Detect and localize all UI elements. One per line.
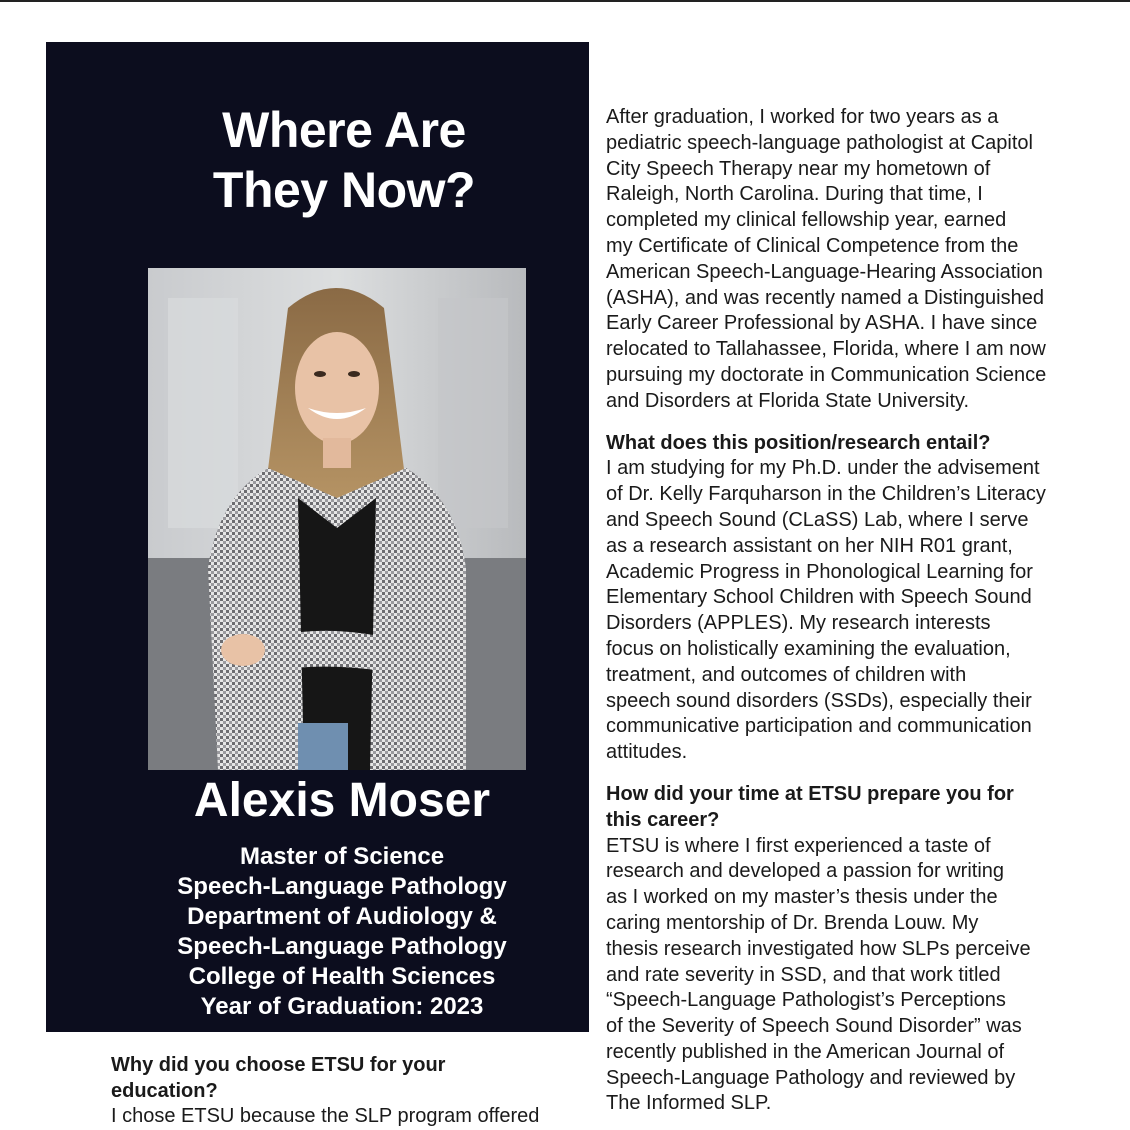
person-name: Alexis Moser <box>193 774 491 827</box>
credential-college: College of Health Sciences <box>188 963 496 990</box>
answer-etsu-prep: ETSU is where I first experienced a taste of research and developed a passion for writing as I worked on my master’s thesis under the caring mentorship of Dr. Brenda Louw. My thesis research investigated how SLPs perceive and rate severity in SSD, and that work titled “Speech-Language Pathologist’s Perceptions of the Severity of Speech Sound Disorder” was recently published in the American Journal of Speech-Language Pathology and reviewed by The Informed SLP. <box>606 834 1031 1115</box>
credential-program: Speech-Language Pathology <box>177 873 507 900</box>
question-why-etsu: Why did you choose ETSU for your education? <box>111 1054 446 1102</box>
credentials <box>46 842 638 1022</box>
top-rule <box>0 0 1130 2</box>
headline-line-1: Where Are <box>222 102 466 158</box>
portrait-photo <box>148 268 526 770</box>
question-position: What does this position/research entail? <box>606 431 991 454</box>
answer-position: I am studying for my Ph.D. under the advisement of Dr. Kelly Farquharson in the Children’s Literacy and Speech Sound (CLaSS) Lab, where I serve as a research assistant on her NIH R01 grant, Academic Progress in Phonological Learning for Elementary School Children with Speech Sound Disorders (APPLES). My research interests focus on holistically examining the evaluation, treatment, and outcomes of children with speech sound disorders (SSDs), especially their communicative participation and communication attitudes. <box>606 457 1046 764</box>
left-section <box>111 1053 581 1130</box>
credential-department-1: Department of Audiology & <box>187 903 497 930</box>
right-column <box>606 105 1116 1117</box>
headline <box>0 100 688 220</box>
answer-why-etsu: I chose ETSU because the SLP program offered <box>111 1105 540 1127</box>
position-section <box>606 431 1116 766</box>
question-etsu-prep: How did your time at ETSU prepare you for this career? <box>606 782 1014 831</box>
etsu-prep-section <box>606 782 1116 1117</box>
credential-degree: Master of Science <box>239 843 445 870</box>
credential-graduation-year: Year of Graduation: 2023 <box>200 993 484 1020</box>
headline-line-2: They Now? <box>212 162 476 218</box>
intro-paragraph: After graduation, I worked for two years as a pediatric speech-language pathologist at Capitol City Speech Therapy near my hometown of Raleigh, North Carolina. During that time, I completed my clinical fellowship year, earned my Certificate of Clinical Competence from the American Speech-Language-Hearing Association (ASHA), and was recently named a Distinguished Early Career Professional by ASHA. I have since relocated to Tallahassee, Florida, where I am now pursuing my doctorate in Communication Science and Disorders at Florida State University. <box>606 106 1047 412</box>
credential-department-2: Speech-Language Pathology <box>177 933 507 960</box>
